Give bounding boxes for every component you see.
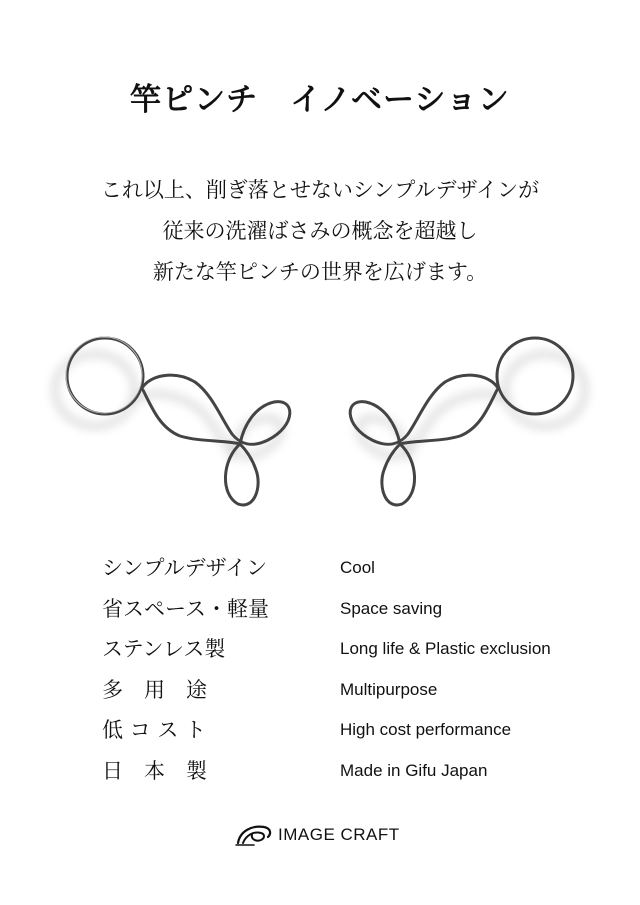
feature-jp: 多 用 途 [102, 677, 207, 702]
feature-jp: シンプルデザイン [102, 556, 268, 580]
feature-en: Multipurpose [340, 679, 438, 699]
swirl-logo-icon [234, 821, 274, 849]
tagline-line-3: 新たな竿ピンチの世界を広げます。 [152, 260, 488, 284]
feature-en: Cool [340, 558, 375, 577]
right-pinch-clip [350, 338, 585, 505]
page-title: 竿ピンチ イノベーション [130, 82, 510, 118]
feature-jp: 低 コ ス ト [102, 718, 207, 743]
product-image [0, 310, 640, 530]
feature-en: Long life & Plastic exclusion [340, 639, 551, 659]
feature-list [102, 552, 602, 796]
feature-jp: 日 本 製 [102, 758, 207, 783]
feature-row [102, 755, 602, 796]
feature-en: Space saving [340, 598, 443, 618]
feature-en: Made in Gifu Japan [340, 760, 488, 780]
feature-row [102, 593, 602, 634]
feature-row [102, 714, 602, 755]
feature-row [102, 633, 602, 674]
brand-name: IMAGE CRAFT [278, 825, 400, 844]
feature-jp: ステンレス製 [102, 637, 226, 662]
tagline-line-2: 従来の洗濯ばさみの概念を超越し [162, 219, 478, 243]
left-pinch-clip [55, 337, 290, 505]
feature-en: High cost performance [340, 720, 512, 740]
feature-row [102, 674, 602, 715]
brand-logo [234, 820, 400, 850]
tagline-line-1: これ以上、削ぎ落とせないシンプルデザインが [100, 178, 540, 202]
feature-jp: 省スペース・軽量 [102, 596, 269, 621]
feature-row [102, 552, 602, 593]
tagline [0, 170, 640, 293]
